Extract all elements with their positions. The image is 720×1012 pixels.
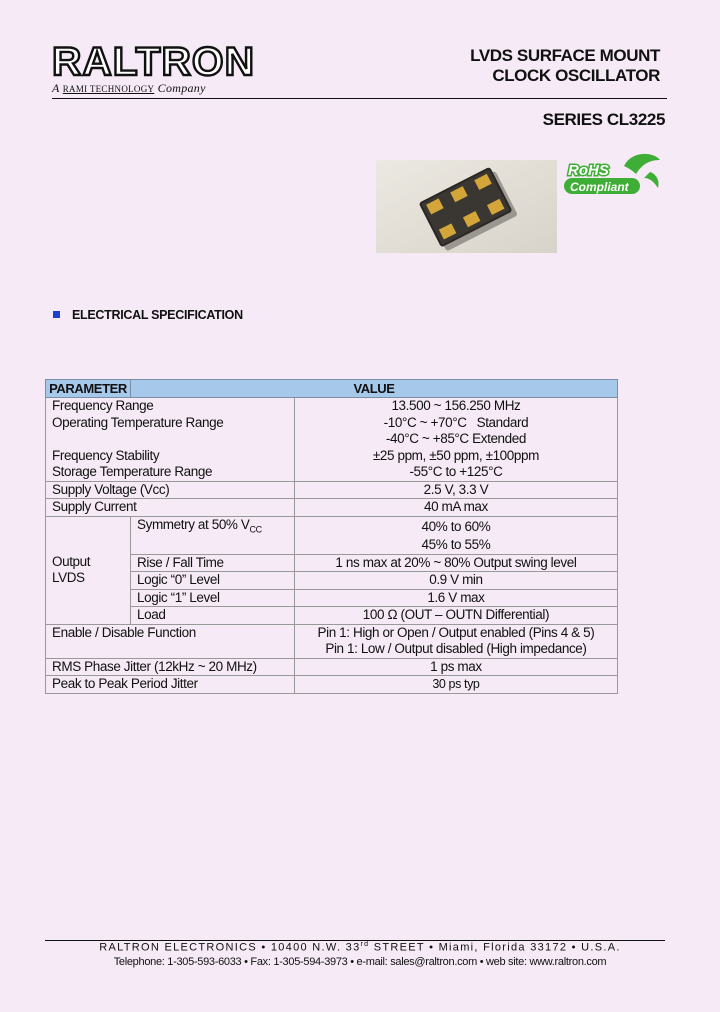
value-disable: Pin 1: Low / Output disabled (High impedance) [294, 641, 617, 658]
output-label: Output [52, 554, 91, 570]
oscillator-photo [376, 160, 557, 253]
value-operating-temp-extended: -40°C ~ +85°C Extended [294, 431, 617, 448]
raltron-logo [52, 42, 257, 82]
value-supply-voltage: 2.5 V, 3.3 V [294, 481, 617, 499]
param-frequency-range: Frequency Range [46, 398, 295, 415]
param-p2p-jitter: Peak to Peak Period Jitter [46, 676, 295, 694]
value-supply-current: 40 mA max [294, 499, 617, 517]
table-row [46, 658, 618, 676]
title-line2: CLOCK OSCILLATOR [492, 66, 660, 85]
symmetry-label: Symmetry at 50% V [137, 516, 250, 532]
table-row [46, 431, 618, 448]
compliant-text: Compliant [570, 180, 629, 194]
symmetry-subscript: CC [249, 524, 262, 535]
param-operating-temp: Operating Temperature Range [46, 415, 295, 432]
section-title: ELECTRICAL SPECIFICATION [72, 308, 243, 322]
table-row [46, 415, 618, 432]
footer-address-sup: rd [360, 941, 370, 948]
table-row [46, 589, 618, 607]
table-row [46, 398, 618, 415]
value-frequency-stability: ±25 ppm, ±50 ppm, ±100ppm [294, 448, 617, 465]
footer-address-post: STREET • Miami, Florida 33172 • U.S.A. [369, 941, 621, 954]
value-operating-temp-standard: -10°C ~ +70°C Standard [294, 415, 617, 432]
tagline-brand: RAMI TECHNOLOGY [62, 84, 155, 94]
logo-text: RALTRON [52, 42, 255, 82]
header-divider [52, 98, 667, 99]
table-row [46, 499, 618, 517]
value-rise-fall: 1 ns max at 20% ~ 80% Output swing level [294, 554, 617, 572]
table-row [46, 676, 618, 694]
value-load: 100 Ω (OUT – OUTN Differential) [294, 607, 617, 625]
header-parameter: PARAMETER [46, 380, 131, 398]
table-row [46, 516, 618, 537]
param-load: Load [131, 607, 295, 625]
param-logic1: Logic “1” Level [131, 589, 295, 607]
tagline-prefix: A [52, 81, 60, 95]
param-symmetry [131, 516, 295, 537]
param-supply-voltage: Supply Voltage (Vcc) [46, 481, 295, 499]
value-storage-temp: -55°C to +125°C [294, 464, 617, 481]
value-p2p-jitter: 30 ps typ [294, 676, 617, 694]
param-frequency-stability: Frequency Stability [46, 448, 295, 465]
param-supply-current: Supply Current [46, 499, 295, 517]
value-enable: Pin 1: High or Open / Output enabled (Pins 4 & 5) [294, 624, 617, 641]
rohs-text: RoHS [568, 162, 609, 179]
table-row [46, 537, 618, 554]
header-value: VALUE [131, 380, 618, 398]
table-row [46, 481, 618, 499]
footer-address-pre: RALTRON ELECTRONICS • 10400 N.W. 33 [99, 941, 361, 954]
table-header-row [46, 380, 618, 398]
table-row [46, 448, 618, 465]
footer-address [0, 941, 720, 954]
param-rise-fall: Rise / Fall Time [131, 554, 295, 572]
value-logic1: 1.6 V max [294, 589, 617, 607]
table-row [46, 624, 618, 641]
value-symmetry-1: 40% to 60% [294, 516, 617, 537]
table-row [46, 554, 618, 572]
rohs-compliant-badge [562, 152, 662, 202]
value-symmetry-2: 45% to 55% [294, 537, 617, 554]
spec-table [45, 379, 618, 694]
section-bullet-icon [53, 311, 60, 318]
series-title: SERIES CL3225 [542, 110, 665, 129]
table-row [46, 641, 618, 658]
tagline-suffix: Company [157, 81, 206, 95]
table-row [46, 572, 618, 590]
table-row [46, 607, 618, 625]
value-logic0: 0.9 V min [294, 572, 617, 590]
param-storage-temp: Storage Temperature Range [46, 464, 295, 481]
param-output-lvds [46, 516, 131, 624]
value-frequency-range: 13.500 ~ 156.250 MHz [294, 398, 617, 415]
param-rms-jitter: RMS Phase Jitter (12kHz ~ 20 MHz) [46, 658, 295, 676]
lvds-label: LVDS [52, 570, 85, 586]
value-rms-jitter: 1 ps max [294, 658, 617, 676]
param-logic0: Logic “0” Level [131, 572, 295, 590]
param-enable-disable: Enable / Disable Function [46, 624, 295, 641]
title-line1: LVDS SURFACE MOUNT [470, 46, 660, 65]
table-row [46, 464, 618, 481]
footer-contact: Telephone: 1-305-593-6033 • Fax: 1-305-594-3973 • e-mail: sales@raltron.com • web site: www.raltron.com [113, 956, 607, 968]
tagline [52, 81, 206, 96]
